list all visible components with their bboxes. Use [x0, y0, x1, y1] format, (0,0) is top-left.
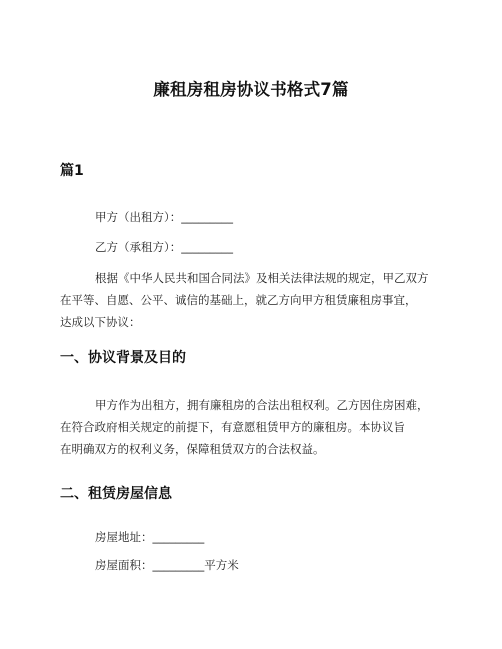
party-a-line: 甲方（出租方）：_________: [95, 210, 233, 224]
section-1-line-1: 甲方作为出租方，拥有廉租房的合法出租权利。乙方因住房困难，: [95, 398, 429, 412]
party-b-line: 乙方（承租方）：_________: [95, 240, 233, 254]
section-1-line-2: 在符合政府相关规定的前提下，有意愿租赁甲方的廉租房。本协议旨: [60, 420, 405, 434]
section-2-heading: 二、租赁房屋信息: [60, 486, 172, 502]
house-area-line: 房屋面积：_________平方米: [95, 558, 239, 572]
part-heading: 篇1: [60, 163, 84, 179]
intro-paragraph-line-1: 根据《中华人民共和国合同法》及相关法律法规的规定，甲乙双方: [95, 271, 429, 285]
section-1-line-3: 在明确双方的权利义务，保障租赁双方的合法权益。: [60, 442, 325, 456]
intro-paragraph-line-3: 达成以下协议：: [60, 315, 141, 329]
house-address-line: 房屋地址：_________: [95, 530, 205, 544]
section-1-heading: 一、协议背景及目的: [60, 350, 186, 366]
intro-paragraph-line-2: 在平等、自愿、公平、诚信的基础上，就乙方向甲方租赁廉租房事宜，: [60, 293, 417, 307]
document-title: 廉租房租房协议书格式7篇: [153, 80, 349, 99]
